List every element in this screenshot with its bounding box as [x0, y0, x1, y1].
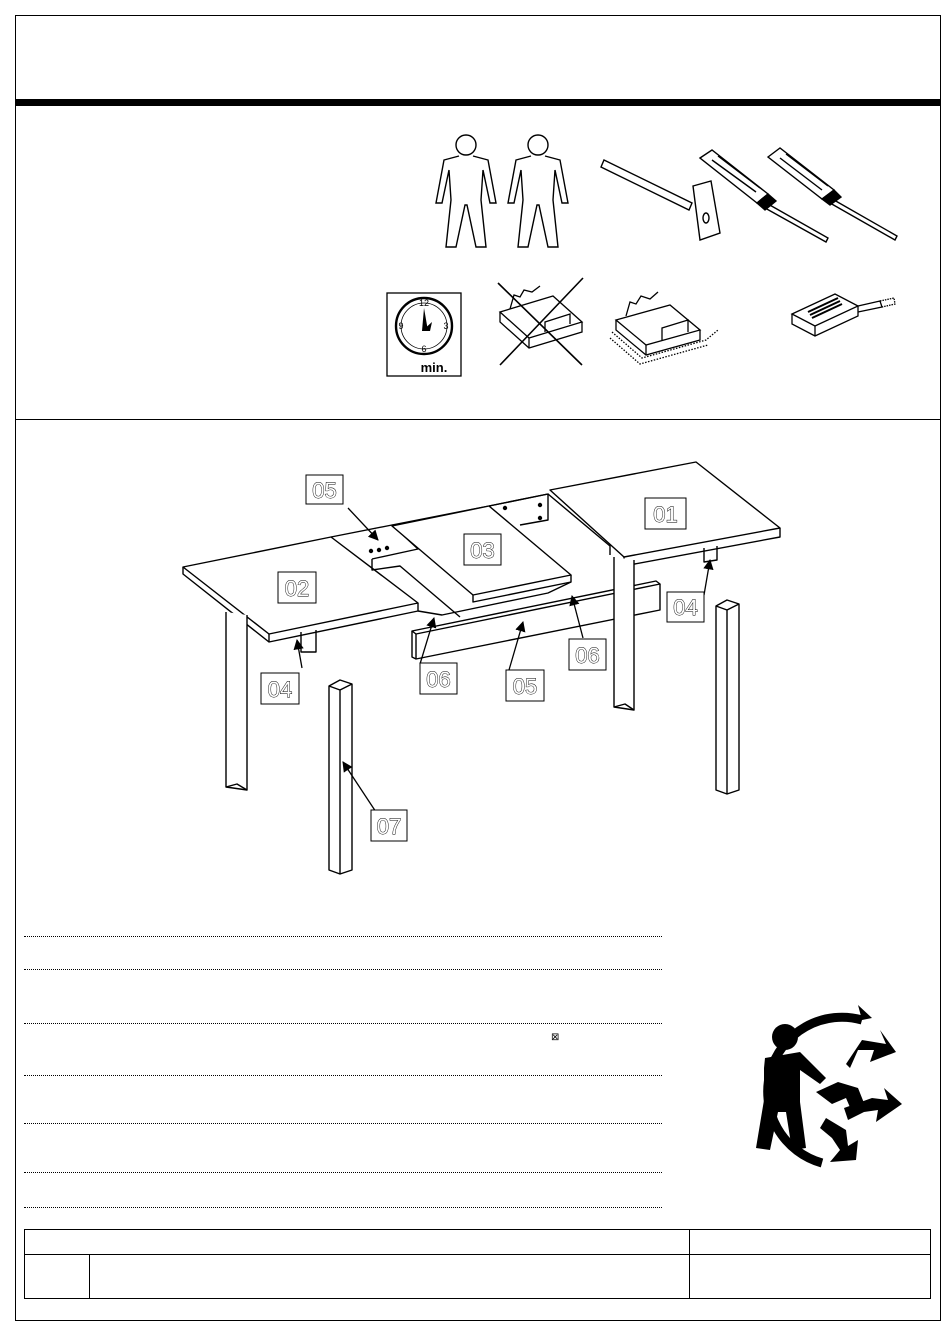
dotted-line-2 [24, 969, 662, 970]
clock-number-3: 3 [443, 321, 449, 331]
part-label-04-left [261, 673, 299, 704]
clock-minutes-icon [387, 293, 461, 376]
dotted-line-7 [24, 1207, 662, 1208]
dotted-line-6 [24, 1172, 662, 1173]
clock-number-6: 6 [421, 344, 427, 354]
dotted-line-1 [24, 936, 662, 937]
dotted-line-3 [24, 1023, 662, 1024]
part-label-01 [645, 498, 686, 529]
part-label-02 [278, 572, 316, 603]
part-label-07 [371, 810, 407, 841]
svg-text:05: 05 [312, 478, 337, 503]
svg-text:03: 03 [470, 538, 495, 563]
dotted-line-4 [24, 1075, 662, 1076]
svg-text:02: 02 [284, 576, 310, 601]
clock-unit-label: min. [420, 360, 448, 375]
table-assembly-drawing [183, 462, 780, 874]
recycling-person-icon [756, 1005, 902, 1163]
footer-index-divider [89, 1254, 90, 1298]
hammer-and-screwdrivers-icon [601, 148, 897, 242]
svg-text:07: 07 [376, 814, 402, 839]
part-label-06-right [569, 639, 606, 670]
small-symbol: ⊠ [551, 1032, 560, 1043]
part-label-06-left [420, 663, 457, 694]
dotted-line-5 [24, 1123, 662, 1124]
two-persons-icon [436, 135, 568, 247]
svg-text:06: 06 [575, 643, 600, 668]
clock-number-12: 12 [418, 298, 430, 308]
svg-text:01: 01 [653, 502, 678, 527]
part-label-04-right [667, 592, 704, 622]
footer-table [24, 1229, 931, 1299]
svg-text:06: 06 [426, 667, 451, 692]
leg-back-left [226, 612, 247, 790]
svg-text:05: 05 [512, 674, 538, 699]
soft-surface-icon [610, 292, 718, 364]
footer-column-divider [689, 1230, 690, 1298]
footer-header-divider [25, 1254, 930, 1255]
part-label-05-top [306, 475, 343, 504]
part-label-05-front [506, 670, 544, 701]
leg-back-right [614, 557, 634, 710]
svg-text:04: 04 [267, 677, 293, 702]
hard-floor-crossed-icon [498, 278, 583, 365]
clock-number-9: 9 [398, 321, 404, 331]
part-label-03 [464, 534, 501, 565]
drill-bit-icon [792, 294, 895, 336]
svg-text:04: 04 [673, 595, 698, 620]
